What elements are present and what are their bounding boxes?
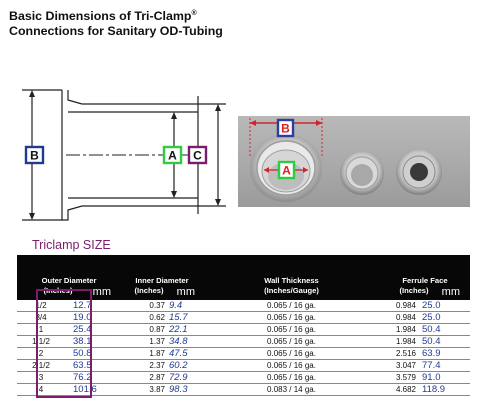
table-row — [17, 336, 470, 348]
cell-ferrule-face-mm: 50.4 — [422, 336, 441, 347]
a-arrow-up — [171, 112, 177, 119]
photo-label-b: B — [281, 121, 290, 136]
dimensions-table — [17, 255, 470, 396]
cell-ferrule-face-mm: 118.9 — [422, 384, 446, 395]
triclamp-size-label: Triclamp SIZE — [32, 238, 111, 252]
cell-od-inches: 4 — [38, 385, 44, 394]
cell-od-mm: 25.4 — [73, 324, 92, 335]
cell-wall-thickness: 0.065 / 16 ga. — [267, 337, 316, 346]
cell-ferrule-face-inches: 3.047 — [395, 361, 416, 370]
a-arrow-down — [171, 191, 177, 198]
header-outer-diameter: Outer Diameter (Inches) mm — [41, 276, 111, 298]
table-row — [17, 348, 470, 360]
cell-wall-thickness: 0.065 / 16 ga. — [267, 313, 316, 322]
cell-wall-thickness: 0.065 / 16 ga. — [267, 301, 316, 310]
cell-id-inches: 3.87 — [149, 385, 165, 394]
cell-wall-thickness: 0.065 / 16 ga. — [267, 373, 316, 382]
table-row — [17, 300, 470, 312]
drawing-label-c: C — [193, 148, 202, 163]
cell-wall-thickness: 0.065 / 16 ga. — [267, 349, 316, 358]
cell-id-mm: 34.8 — [169, 336, 188, 347]
cell-od-mm: 38.1 — [73, 336, 92, 347]
table-header-row — [17, 255, 470, 300]
cell-od-mm: 101.6 — [73, 384, 97, 395]
cell-ferrule-face-inches: 1.984 — [395, 337, 416, 346]
cell-wall-thickness: 0.083 / 14 ga. — [267, 385, 316, 394]
b-arrow-up — [29, 90, 35, 97]
cell-wall-thickness: 0.065 / 16 ga. — [267, 361, 316, 370]
ferrule-photo-image — [238, 116, 470, 207]
header-mm-ff: mm — [441, 286, 460, 298]
header-mm-id: mm — [176, 286, 195, 298]
ferrule-photo — [238, 116, 470, 207]
c-arrow-down — [215, 199, 221, 206]
cell-ferrule-face-inches: 1.984 — [395, 325, 416, 334]
photo-label-a: A — [282, 163, 291, 178]
cell-ferrule-face-mm: 91.0 — [422, 372, 441, 383]
cell-ferrule-face-inches: 0.984 — [395, 313, 416, 322]
cell-id-inches: 2.37 — [149, 361, 165, 370]
cell-od-inches: 1/2 — [35, 301, 47, 310]
cell-id-inches: 0.37 — [149, 301, 165, 310]
cell-id-inches: 0.62 — [149, 313, 165, 322]
c-arrow-up — [215, 104, 221, 111]
cell-od-inches: 1 1/2 — [32, 337, 50, 346]
cell-id-inches: 1.37 — [149, 337, 165, 346]
cell-ferrule-face-inches: 2.516 — [395, 349, 416, 358]
cell-id-mm: 98.3 — [169, 384, 188, 395]
cell-id-mm: 60.2 — [169, 360, 188, 371]
drawing-label-a: A — [168, 148, 177, 163]
table-row — [17, 372, 470, 384]
b-arrow-down — [29, 213, 35, 220]
cell-od-mm: 63.5 — [73, 360, 92, 371]
table-row — [17, 384, 470, 396]
cell-od-mm: 50.8 — [73, 348, 92, 359]
cell-ferrule-face-inches: 0.984 — [395, 301, 416, 310]
cell-ferrule-face-inches: 3.579 — [395, 373, 416, 382]
table-body — [17, 300, 470, 396]
header-mm-od: mm — [92, 286, 111, 298]
cell-ferrule-face-mm: 77.4 — [422, 360, 441, 371]
cell-id-mm: 15.7 — [169, 312, 188, 323]
header-wall-thickness: Wall Thickness (Inches/Gauge) — [264, 276, 319, 295]
cell-od-inches: 2 1/2 — [32, 361, 50, 370]
title-line-1: Basic Dimensions of Tri-Clamp — [9, 9, 192, 24]
cell-ferrule-face-mm: 25.0 — [422, 300, 441, 311]
ferrule-cross-section-drawing — [0, 72, 230, 232]
cell-od-inches: 3 — [38, 373, 44, 382]
table-row — [17, 324, 470, 336]
cell-ferrule-face-mm: 63.9 — [422, 348, 441, 359]
registered-mark: ® — [191, 10, 197, 17]
cell-id-inches: 1.87 — [149, 349, 165, 358]
cell-od-inches: 3/4 — [35, 313, 47, 322]
cell-wall-thickness: 0.065 / 16 ga. — [267, 325, 316, 334]
flange-outline-top — [68, 90, 82, 104]
cell-od-inches: 1 — [38, 325, 44, 334]
cell-ferrule-face-mm: 25.0 — [422, 312, 441, 323]
table-row — [17, 360, 470, 372]
cell-od-mm: 19.0 — [73, 312, 92, 323]
cell-od-mm: 76.2 — [73, 372, 92, 383]
cell-od-mm: 12.7 — [73, 300, 92, 311]
cell-od-inches: 2 — [38, 349, 44, 358]
header-ferrule-face: Ferrule Face (Inches) mm — [399, 276, 460, 298]
cell-id-mm: 22.1 — [169, 324, 188, 335]
page-title — [9, 6, 329, 39]
cell-id-inches: 2.87 — [149, 373, 165, 382]
title-line-2: Connections for Sanitary OD-Tubing — [9, 24, 223, 39]
cell-id-mm: 9.4 — [169, 300, 183, 311]
cell-id-mm: 47.5 — [169, 348, 188, 359]
header-inner-diameter: Inner Diameter (Inches) mm — [134, 276, 195, 298]
cell-id-inches: 0.87 — [149, 325, 165, 334]
cell-ferrule-face-inches: 4.682 — [395, 385, 416, 394]
table-row — [17, 312, 470, 324]
drawing-label-b: B — [30, 148, 39, 163]
cell-id-mm: 72.9 — [169, 372, 188, 383]
cell-ferrule-face-mm: 50.4 — [422, 324, 441, 335]
